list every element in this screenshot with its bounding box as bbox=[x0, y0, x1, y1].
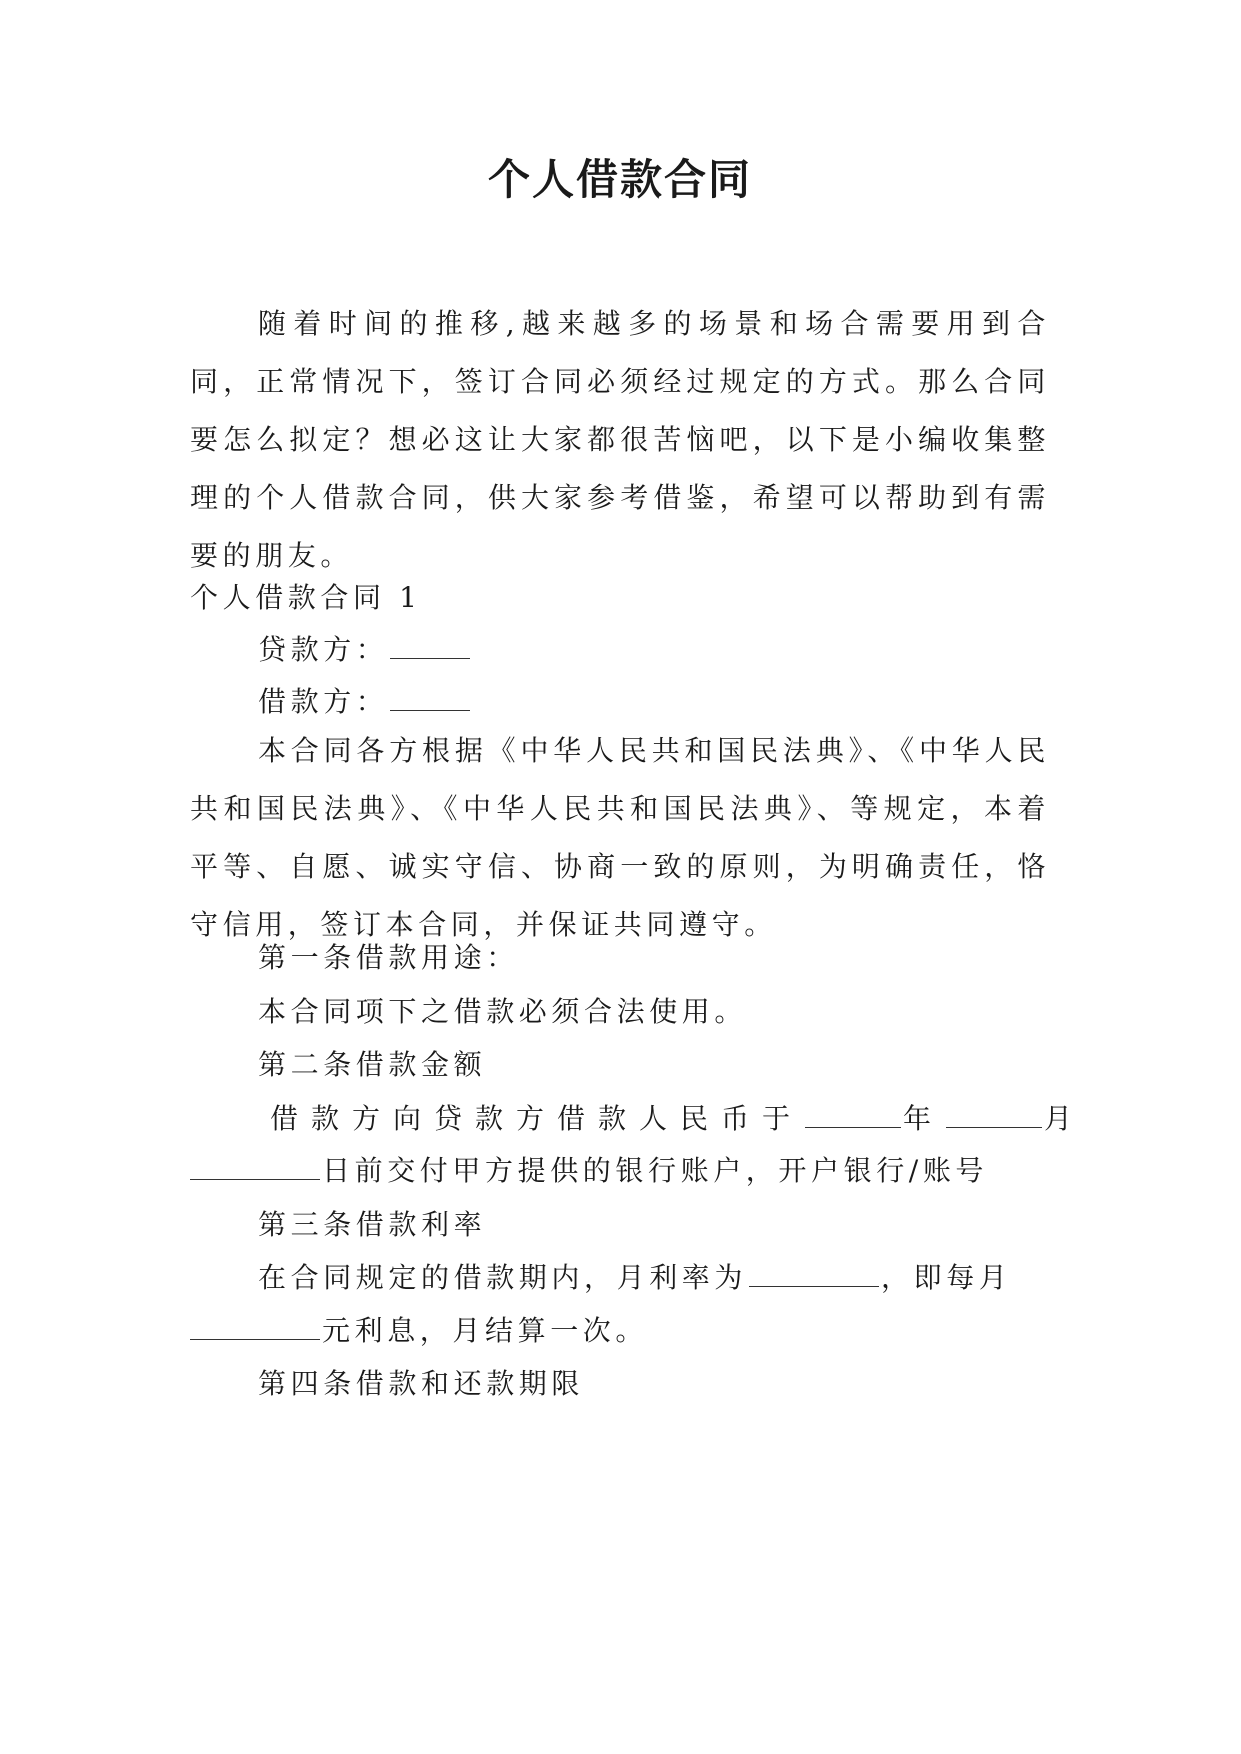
lender-label: 贷款方： bbox=[258, 633, 389, 666]
article-4-title: 第四条借款和还款期限 bbox=[258, 1367, 585, 1400]
intro-paragraph: 随着时间的推移,越来越多的场景和场合需要用到合同，正常情况下，签订合同必须经过规定的方式。那么合同要怎么拟定？想必这让大家都很苦恼吧，以下是小编收集整理的个人借款合同，供大家参考借鉴，希望可以帮助到有需要的朋友。 bbox=[190, 307, 1050, 572]
article-2-text-a: 借款方向贷款方借款人民币于 bbox=[270, 1102, 804, 1135]
article-3-title: 第三条借款利率 bbox=[258, 1208, 487, 1241]
article-2-text-b: 年 bbox=[903, 1102, 945, 1135]
borrower-line bbox=[258, 682, 1050, 722]
borrower-blank bbox=[390, 684, 470, 711]
article-3-line-1 bbox=[258, 1258, 1050, 1298]
article-3-text-c: 元利息，月结算一次。 bbox=[322, 1314, 649, 1347]
article-2-text-c: 月 bbox=[1044, 1102, 1077, 1135]
article-3-line-2 bbox=[190, 1311, 1050, 1351]
article-2-line-2 bbox=[190, 1151, 1050, 1191]
article-1-body: 本合同项下之借款必须合法使用。 bbox=[258, 995, 748, 1028]
day-blank bbox=[190, 1153, 320, 1180]
article-1-title: 第一条借款用途： bbox=[258, 941, 519, 974]
borrower-label: 借款方： bbox=[258, 685, 389, 718]
year-blank bbox=[805, 1101, 901, 1128]
article-2-line-1 bbox=[270, 1099, 1077, 1139]
article-2-title: 第二条借款金额 bbox=[258, 1048, 487, 1081]
month-blank bbox=[946, 1101, 1042, 1128]
interest-blank bbox=[190, 1313, 320, 1340]
contract-heading: 个人借款合同 1 bbox=[190, 581, 422, 614]
document-title: 个人借款合同 bbox=[487, 155, 752, 204]
article-3-text-a: 在合同规定的借款期内，月利率为 bbox=[258, 1261, 748, 1294]
article-2-text-d: 日前交付甲方提供的银行账户，开户银行/账号 bbox=[322, 1154, 989, 1187]
lender-line bbox=[258, 630, 1050, 670]
lender-blank bbox=[390, 632, 470, 659]
rate-blank bbox=[749, 1260, 879, 1287]
article-3-text-b: ，即每月 bbox=[881, 1261, 1012, 1294]
preamble-paragraph: 本合同各方根据《中华人民共和国民法典》、《中华人民共和国民法典》、《中华人民共和国民法典》、等规定，本着平等、自愿、诚实守信、协商一致的原则，为明确责任，恪守信用，签订本合同，并保证共同遵守。 bbox=[190, 734, 1050, 941]
